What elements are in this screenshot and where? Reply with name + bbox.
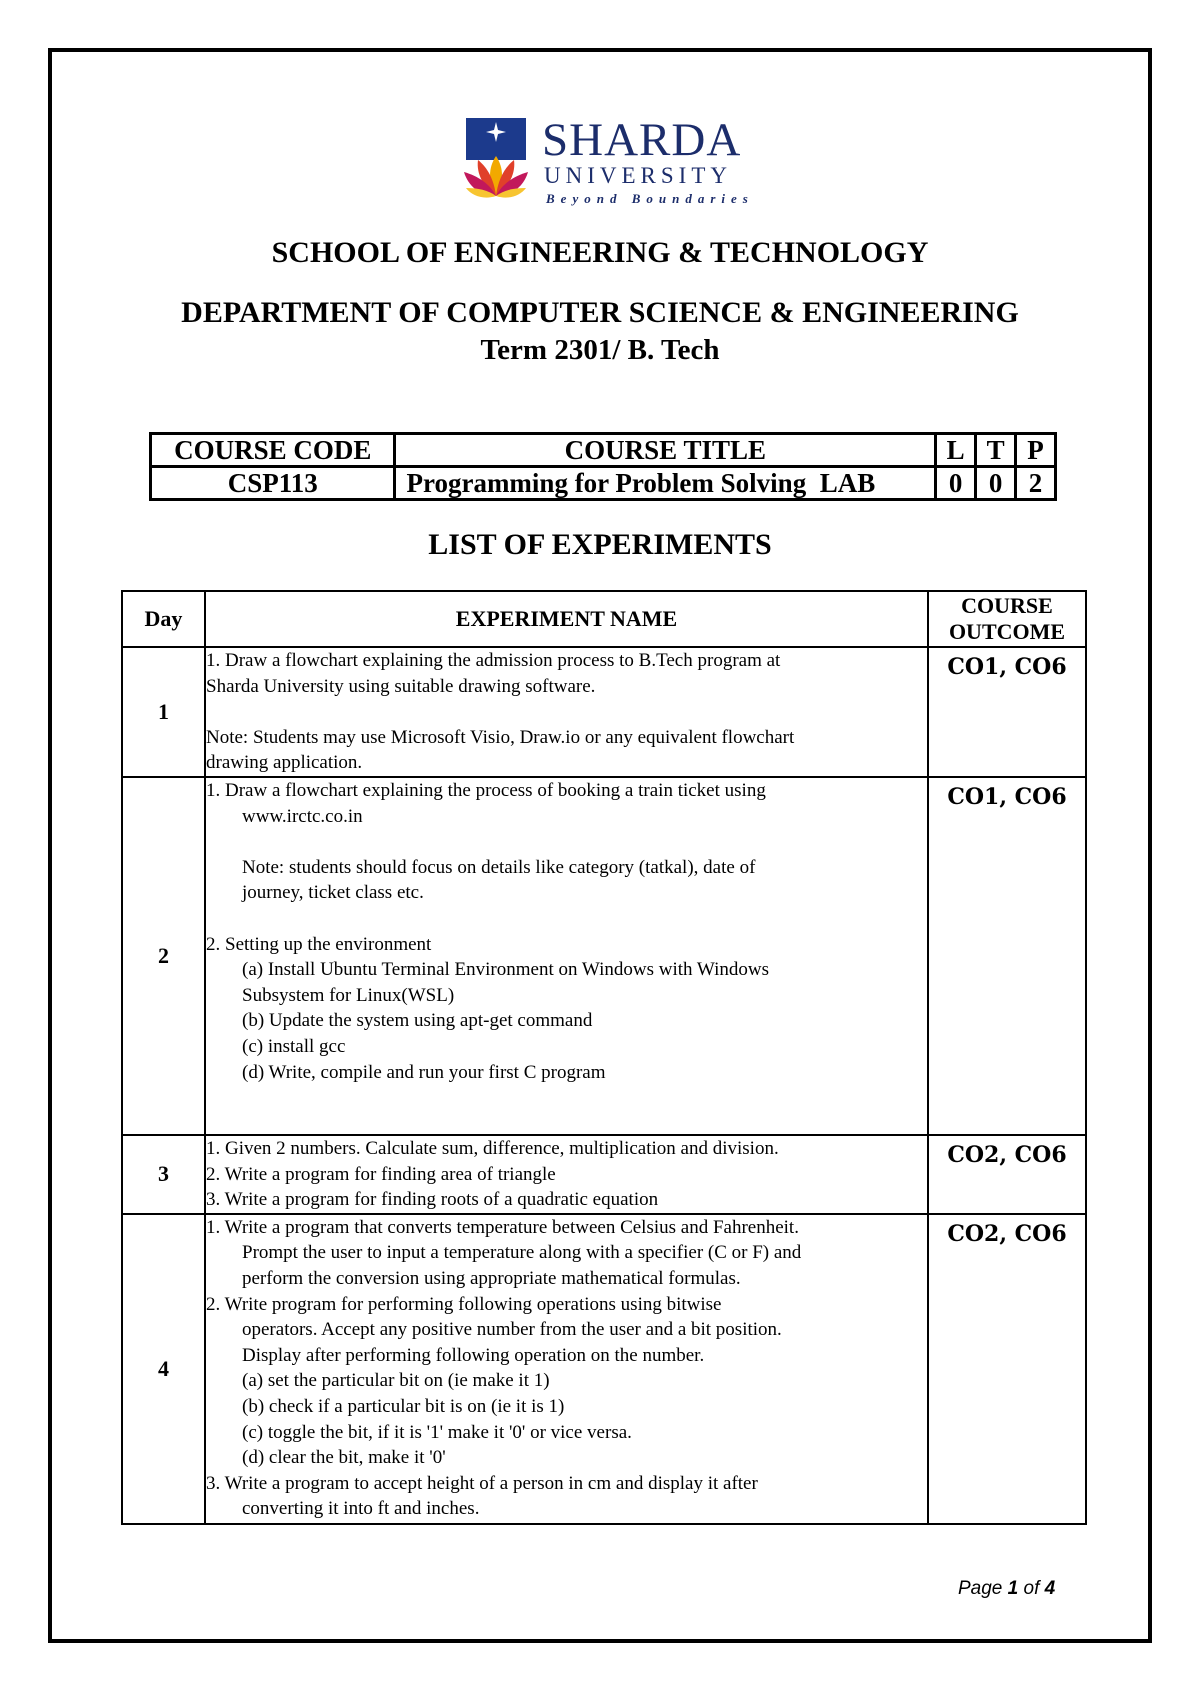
blank-line: [206, 906, 927, 932]
term-heading: Term 2301/ B. Tech: [480, 334, 720, 366]
experiment-line: 1. Draw a flowchart explaining the process of booking a train ticket using: [206, 779, 766, 801]
course-outcome-header-line-2: OUTCOME: [948, 619, 1066, 644]
school-heading: SCHOOL OF ENGINEERING & TECHNOLOGY: [271, 236, 929, 269]
experiment-line: www.irctc.co.in: [242, 805, 363, 827]
tutorial-value: 0: [976, 467, 1016, 500]
day-header: Day: [122, 591, 205, 647]
university-logo: [462, 116, 762, 206]
logo-name: SHARDA: [542, 114, 742, 166]
logo-sub: UNIVERSITY: [544, 163, 732, 188]
table-row: [122, 1135, 1086, 1214]
course-title: Programming for Problem Solving LAB: [395, 467, 936, 500]
lecture-value: 0: [936, 467, 976, 500]
experiment-line: Note: Students may use Microsoft Visio, Draw.io or any equivalent flowchart: [206, 726, 795, 748]
day-number: 3: [122, 1135, 205, 1214]
experiment-line: (a) Install Ubuntu Terminal Environment on Windows with Windows: [242, 959, 769, 981]
experiment-description: [205, 647, 928, 777]
experiment-line: (b) check if a particular bit is on (ie it is 1): [242, 1395, 565, 1417]
experiment-description: [205, 1214, 928, 1524]
total-pages: 4: [1044, 1578, 1056, 1599]
experiment-line: Display after performing following operation on the number.: [242, 1344, 705, 1366]
logo-wordmark: [542, 116, 754, 210]
table-row: [122, 647, 1086, 777]
experiment-line: Prompt the user to input a temperature along with a specifier (C or F) and: [242, 1242, 802, 1264]
course-code-header: COURSE CODE: [151, 434, 395, 467]
experiment-line: 1. Given 2 numbers. Calculate sum, difference, multiplication and division.: [206, 1137, 779, 1159]
tutorial-header: T: [976, 434, 1016, 467]
experiment-line: 3. Write a program for finding roots of a quadratic equation: [206, 1189, 659, 1211]
course-outcome: CO1, CO6: [928, 777, 1086, 1135]
experiment-line: (b) Update the system using apt-get command: [242, 1010, 593, 1032]
experiment-line: 1. Write a program that converts temperature between Celsius and Fahrenheit.: [206, 1216, 799, 1238]
practical-header: P: [1016, 434, 1056, 467]
day-number: 2: [122, 777, 205, 1135]
course-title-header: COURSE TITLE: [395, 434, 936, 467]
experiment-line: 1. Draw a flowchart explaining the admission process to B.Tech program at: [206, 650, 781, 671]
practical-value: 2: [1016, 467, 1056, 500]
course-data-row: [151, 467, 1056, 500]
blank-line: [206, 829, 927, 855]
department-heading: DEPARTMENT OF COMPUTER SCIENCE & ENGINEERING: [181, 296, 1019, 329]
experiment-line: drawing application.: [206, 752, 363, 774]
table-row: [122, 777, 1086, 1135]
experiment-line: Sharda University using suitable drawing software.: [206, 675, 596, 697]
experiment-line: 2. Setting up the environment: [206, 933, 432, 955]
course-outcome: CO2, CO6: [928, 1214, 1086, 1524]
experiment-line: journey, ticket class etc.: [242, 882, 424, 904]
course-outcome-header-line-1: COURSE: [961, 593, 1053, 618]
experiment-line: (c) toggle the bit, if it is '1' make it '0' or vice versa.: [242, 1421, 632, 1443]
experiment-line: Subsystem for Linux(WSL): [242, 984, 455, 1006]
experiments-table: [121, 590, 1087, 1525]
experiment-line: perform the conversion using appropriate mathematical formulas.: [242, 1267, 741, 1289]
lotus-emblem-icon: [462, 116, 532, 202]
lecture-header: L: [936, 434, 976, 467]
logo-tagline: Beyond Boundaries: [546, 191, 754, 206]
experiment-line: (a) set the particular bit on (ie make it 1): [242, 1370, 550, 1392]
experiment-line: 2. Write a program for finding area of triangle: [206, 1163, 556, 1185]
course-outcome: CO1, CO6: [928, 647, 1086, 777]
experiment-description: [205, 1135, 928, 1214]
page-word: Page: [958, 1578, 1003, 1599]
experiment-line: (c) install gcc: [242, 1035, 346, 1057]
table-row: [122, 1214, 1086, 1524]
experiment-description: [205, 777, 928, 1135]
experiment-name-header: EXPERIMENT NAME: [205, 591, 928, 647]
blank-line: [206, 699, 927, 725]
list-title: LIST OF EXPERIMENTS: [428, 528, 772, 561]
course-outcome-header: [928, 591, 1086, 647]
experiment-line: (d) clear the bit, make it '0': [242, 1447, 446, 1469]
course-outcome: CO2, CO6: [928, 1135, 1086, 1214]
course-code: CSP113: [151, 467, 395, 500]
current-page: 1: [1007, 1578, 1019, 1599]
day-number: 4: [122, 1214, 205, 1524]
experiment-line: Note: students should focus on details like category (tatkal), date of: [242, 856, 756, 878]
experiment-line: converting it into ft and inches.: [242, 1498, 480, 1520]
experiment-line: operators. Accept any positive number from the user and a bit position.: [242, 1319, 782, 1341]
experiment-line: (d) Write, compile and run your first C program: [242, 1061, 606, 1083]
course-header-row: [151, 434, 1056, 467]
experiments-header-row: [122, 591, 1086, 647]
course-table: [149, 432, 1057, 501]
of-word: of: [1023, 1578, 1040, 1599]
page-number: [958, 1578, 1055, 1600]
experiment-line: 2. Write program for performing following operations using bitwise: [206, 1293, 722, 1315]
experiment-line: 3. Write a program to accept height of a person in cm and display it after: [206, 1472, 758, 1494]
day-number: 1: [122, 647, 205, 777]
